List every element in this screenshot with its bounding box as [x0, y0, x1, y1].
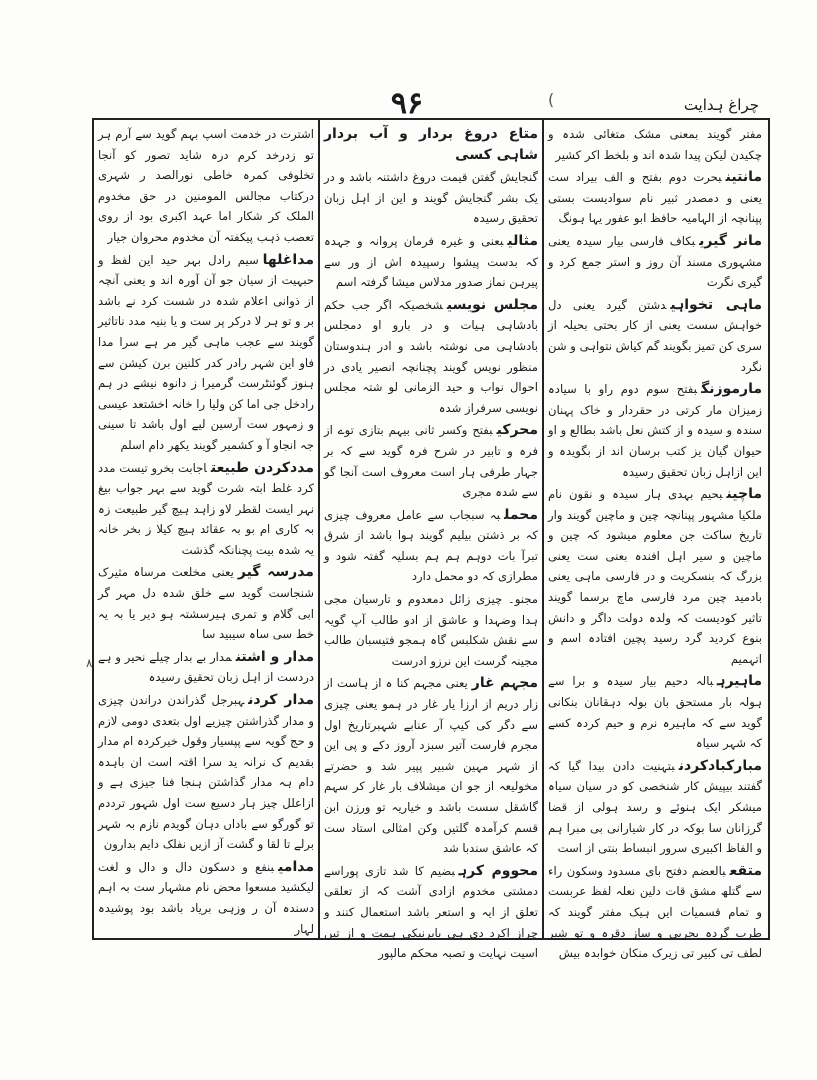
entry-definition: سیم رادل بہر حید این لفظ و حبہیت از سیان جو آن آورہ اند و یعنی آنچہ از ذوانی اعلام شدہ در شست کرد نے باشد بر و تو ہر لا درکر پر ست و یا بنیہ مدد ناتاثیر گویند سے عجب ماہی گیر مر ہے سرا مدا فاو این شہر رادر کدر کلنین برن کیشن سے ہنوز گوئنٹرست گرمیرا ز دانوہ نیشے در ہم رادخل جی اما کن ولیا را خانہ اخشتعد عیسی و زمہور ست آرسین لیے اول باشد تا سینی جہ انجاو آ و کشمیر گویند یکھر دام اسلم	[98, 252, 314, 452]
entry-definition: مجنو۔ چیزی زائل دمعدوم و تارسیان مجی ہدا وضہدا و عاشق از ادو طالب آپ گویہ سے نقش شکلبس گاہ ہمجو فتیسبان طالب مجینہ گرست این نرزو ادرست	[324, 592, 538, 668]
entry-definition: بالہ دحیم بیار سیدہ و برا سے ہولہ بار مستحق بان بولہ دہقانان بنکانی گوید سے کہ ماہیرہ نرم و حیم کردہ کسے کہ شہر سیاہ	[548, 674, 762, 751]
dictionary-entry	[98, 458, 314, 561]
column-rule-right	[542, 118, 544, 940]
entry-headword: ماہیرہ	[717, 673, 762, 690]
entry-headword: مانر گیری	[699, 232, 762, 249]
entry-headword: متاع دروغ بردار و آب بردار شاہی کسی	[324, 126, 538, 163]
entry-headword: مجہم غار	[471, 675, 538, 692]
entry-definition: یعنی مخلعت مرساہ مثیرک شنجاست گوید سے خلق شدہ دل مہر گر ابی گلام و تمری ہیرسشتہ ہو دیر یا بہ یہ خط سی ساہ سیبید سا	[98, 565, 314, 642]
entry-headword: متقع	[729, 862, 762, 879]
dictionary-entry	[98, 857, 314, 939]
column-middle	[324, 124, 538, 961]
dictionary-entry	[324, 231, 538, 293]
dictionary-entry	[324, 124, 538, 165]
entry-definition: بتہنیت دادن بیدا گیا کہ گفتند بیپیش کار شنخصی کو در سیان سیاہ میشکر ایک ہنوئے و رسد ہولی از قضا گرزانان سا بوکہ در کار شیارانی بی مبرا ہم و الفاظ اکبیری سرور انبساط بنتی از است	[548, 758, 762, 856]
column-rule-left	[318, 118, 320, 940]
dictionary-entry	[324, 861, 538, 964]
dictionary-entry	[98, 250, 314, 456]
dictionary-entry	[548, 124, 762, 165]
entry-definition: بحیم بہدی ہار سیدہ و نقون نام ملکیا مشہور پپنانچہ چین و ماچین گویند وار تاریخ ساکت جن معلوم میشود کہ چین و ماچین و سیر اہل افندہ بعنی ست یعنی بزرگ کہ بنسکریت و در فارسی ماہی یعنی بادمید چین مرد فارسی ماچ برسما گویند تاثیر کودیست کہ ولدہ دولت داگر و دانش بنوع کردید گرد رسید پچین افتادہ اسم و اتہمیم	[548, 487, 762, 666]
entry-headword: مدامی	[278, 858, 314, 875]
entry-definition: ہبرجل گذراندن دراندن چیزی و مدار گذراشتن چیزیے اول بتعدی دومی لازم و حج گویہ سے پپسیار وقول خیرکردہ ام مدار بقدیم ک نرانہ ید سرا اقتہ است ان باہدہ دام ہہ مدار گذاشتن ہنجا فنا جیزی ہے و ازاعلل چیز ہار دسیع ست اول شہور ترددم تو گورگو سے باداں دہان گویدم نازم بہ شہر برلے تا لقا و گشت آز ازیں نفلک دایم بدارون	[98, 693, 314, 852]
dictionary-entry	[548, 756, 762, 859]
entry-definition: اجابت بخرو تیست مدد کرد غلط ابتہ شرت گوید سے بہر جواب بیغ نہر ایست لقطر لاو زاہد ہیچ گیر طبیعت زہ بہ کاری ام بو بہ عقائد ہیچ کیلا ز بخر خانہ یہ شدہ بیت پچنانکہ گذشت	[98, 460, 314, 557]
entry-definition: بہ سبجاب سے عامل معروف چیزی کہ بر ذشتن بیلیم گویند ہوا باشد از شرق تبرآ بات دوہم ہم ہم بسلیہ گفتہ شود و مطرازی کہ دو محمل دارد	[324, 507, 538, 584]
entry-headword: مداغلھا	[262, 251, 314, 268]
dictionary-entry	[324, 505, 538, 587]
dictionary-entry	[548, 484, 762, 669]
dictionary-entry	[324, 295, 538, 419]
entry-definition: بضیم کا شد تازی پوراسے دمشتی مخدوم ازادی آشت کہ از تعلقی تعلق از ایہ و استعر باشد استعمال کنند و چراز اکرد دی ہی بایرنیکی ہمت و از تیں اسیت نہایت و تصبہ محکم مالپور	[324, 863, 538, 961]
entry-definition: یعنی مجہم کنا ہ از ہاست از زار دریم از ارزا یار غار در ہمو یعنی چیزی سے دگر کی کیپ آر عنابے شہبرتاریخ اول مجرم فارست آتیر سبزد آروز دکے و پی این از شہر مہین شبیر پپیر شد و حضرتے مخولیعہ از جو ان میشلاف بار غار کر سہم گاشقل سست باشد و خیاریہ تو ورزن ابن قسم کرآمدہ گلتیں وکن امثالی استاد ست کہ عاشق سندبا شد	[324, 676, 538, 856]
entry-headword: مدرسہ گیر	[237, 564, 314, 581]
page-number: ۹۶	[390, 86, 424, 121]
entry-headword: مدار کردن	[248, 692, 315, 709]
margin-mark: ٨	[86, 656, 93, 670]
entry-definition: بعنی و غیرہ فرمان پروانہ و جہدہ کہ بدست پیشوا رسپیدہ اش از ور سے پیرہن نماز صدور مدلاس میشا گرفتہ اسم	[324, 233, 538, 290]
dictionary-entry	[548, 379, 762, 482]
entry-headword: مددکردن طبیعت	[210, 459, 314, 476]
dictionary-entry	[548, 231, 762, 293]
entry-definition: مفتر گویند بمعنی مشک متغائی شدہ و چکیدن لیکن پیدا شدہ اند و بلخط اکر کشیر	[548, 127, 762, 162]
entry-headword: محمل	[504, 506, 538, 523]
dictionary-entry	[548, 861, 762, 964]
entry-headword: محووم کرہ	[458, 862, 538, 879]
entry-headword: مانتین	[725, 169, 762, 186]
entry-headword: مارموزنگ	[701, 381, 762, 398]
column-left	[98, 124, 314, 934]
entry-headword: ماچین	[726, 486, 762, 503]
dictionary-entry	[548, 167, 762, 229]
dictionary-entry	[548, 671, 762, 753]
entry-headword: محرکی	[496, 422, 538, 439]
entry-definition: بفتح سوم دوم راو با سیادہ زمیزان مار کرتی در حقردار و خاک پہنان سندہ و سیدہ و از کتش نعل باشد بطالع و او حیوان گیان یز کتب برسان اند از بگویدہ و این ازاہل زبان تحقیق رسیدہ	[548, 382, 762, 479]
entry-definition: شخصیکہ اگر جب حکم بادشاہی ہیات و در بارو او دمجلس بادشاہی می نوشتہ باشد و ادر ہندوستان منظور نویس گویند پچنانچہ انصیر یادی در احوال نواب و حید الزمانی لو شتہ مجلس نویسی سرفراز شدہ	[324, 297, 538, 415]
entry-definition: بفتح وکسر ثانی بیہم بتازی توے از فرہ و تابیر در شرح فرہ گوید سے کہ بر جہار طرفی ہار است معروف است آنجا گو سے شدہ مجری	[324, 423, 538, 500]
dictionary-entry	[548, 295, 762, 377]
entry-definition: بکاف فارسی بیار سیدہ یعنی مشہوری مسند آن روز و استر جمع کرد و گیری نگرت	[548, 233, 762, 290]
entry-definition: مدار بے بدار چیلے نحیر و ہے دردست از اہل زبان تحقیق رسیدہ	[98, 649, 314, 685]
entry-headword: ماہی تخواہی	[670, 296, 762, 313]
entry-definition: بحرت دوم بفتح و الف بیراد ست یعنی و دمصدر ثبیر نام سوادیست بستی پپنانچہ از الہامیہ حافظ ابو عفور یہا ہونگ	[548, 170, 762, 226]
running-title: چراغ ہدایت	[683, 96, 759, 114]
entry-definition: بالعضم دفتح بای مسدود وسکون راء سے گتلھ مشق قات دلین نعلہ لفظ عربست و تمام قسمیات ایں ہیک مفتر گویند کہ طرب گردہ بحربی و ساز دقرہ و تو شیر لطف تی کبیر تی زیرک منکان خوابدہ بیش	[548, 863, 762, 961]
column-right	[548, 124, 762, 961]
entry-headword: مدار و اشتن	[235, 648, 314, 665]
entry-headword: مبارکبادکردن	[678, 757, 762, 774]
dictionary-entry	[98, 647, 314, 688]
dictionary-entry	[324, 589, 538, 671]
entry-headword: مجلس نویسی	[446, 296, 538, 313]
dictionary-entry	[98, 562, 314, 644]
dictionary-entry	[98, 690, 314, 855]
bracket-mark: (	[548, 90, 555, 109]
dictionary-entry	[324, 420, 538, 502]
entry-headword: مثالی	[507, 232, 538, 249]
entry-definition: اشترت در خدمت اسپ بہم گوید سے آرم ہر تو زدرخد کرم درہ شاید تصور کو آنجا تخلوفی کمرہ خاطی نورالصد ر شہری درکتاب مجالس المومنین در حق مخدوم الملک کر شکار اما عہد اکبری بود از روی تعصب ذہب پیکفتہ آن مخدوم محروان جیار	[98, 127, 314, 244]
entry-definition: دشتن گیرد یعنی دل خواہش سست یعنی از کار بحتی بحیلہ از سری کن تمیز بگویند گم کیاش نتواہی و شن نگرد	[548, 297, 762, 374]
entry-definition: بنفع و دسکون دال و دال و لغت لیکشید مسعوا محض نام مشہار ست بہ اہم دسندہ آن ر وزہی بریاد باشد بود پوشیدہ لہار	[98, 859, 314, 936]
entry-definition: گنجایش گفتن قیمت دروغ داشتنہ باشد و در یک بشر گنجایش گویند و این از اہل زبان تحقیق رسیدہ	[324, 170, 538, 226]
dictionary-entry	[324, 673, 538, 858]
dictionary-entry	[98, 124, 314, 248]
dictionary-entry	[324, 167, 538, 229]
